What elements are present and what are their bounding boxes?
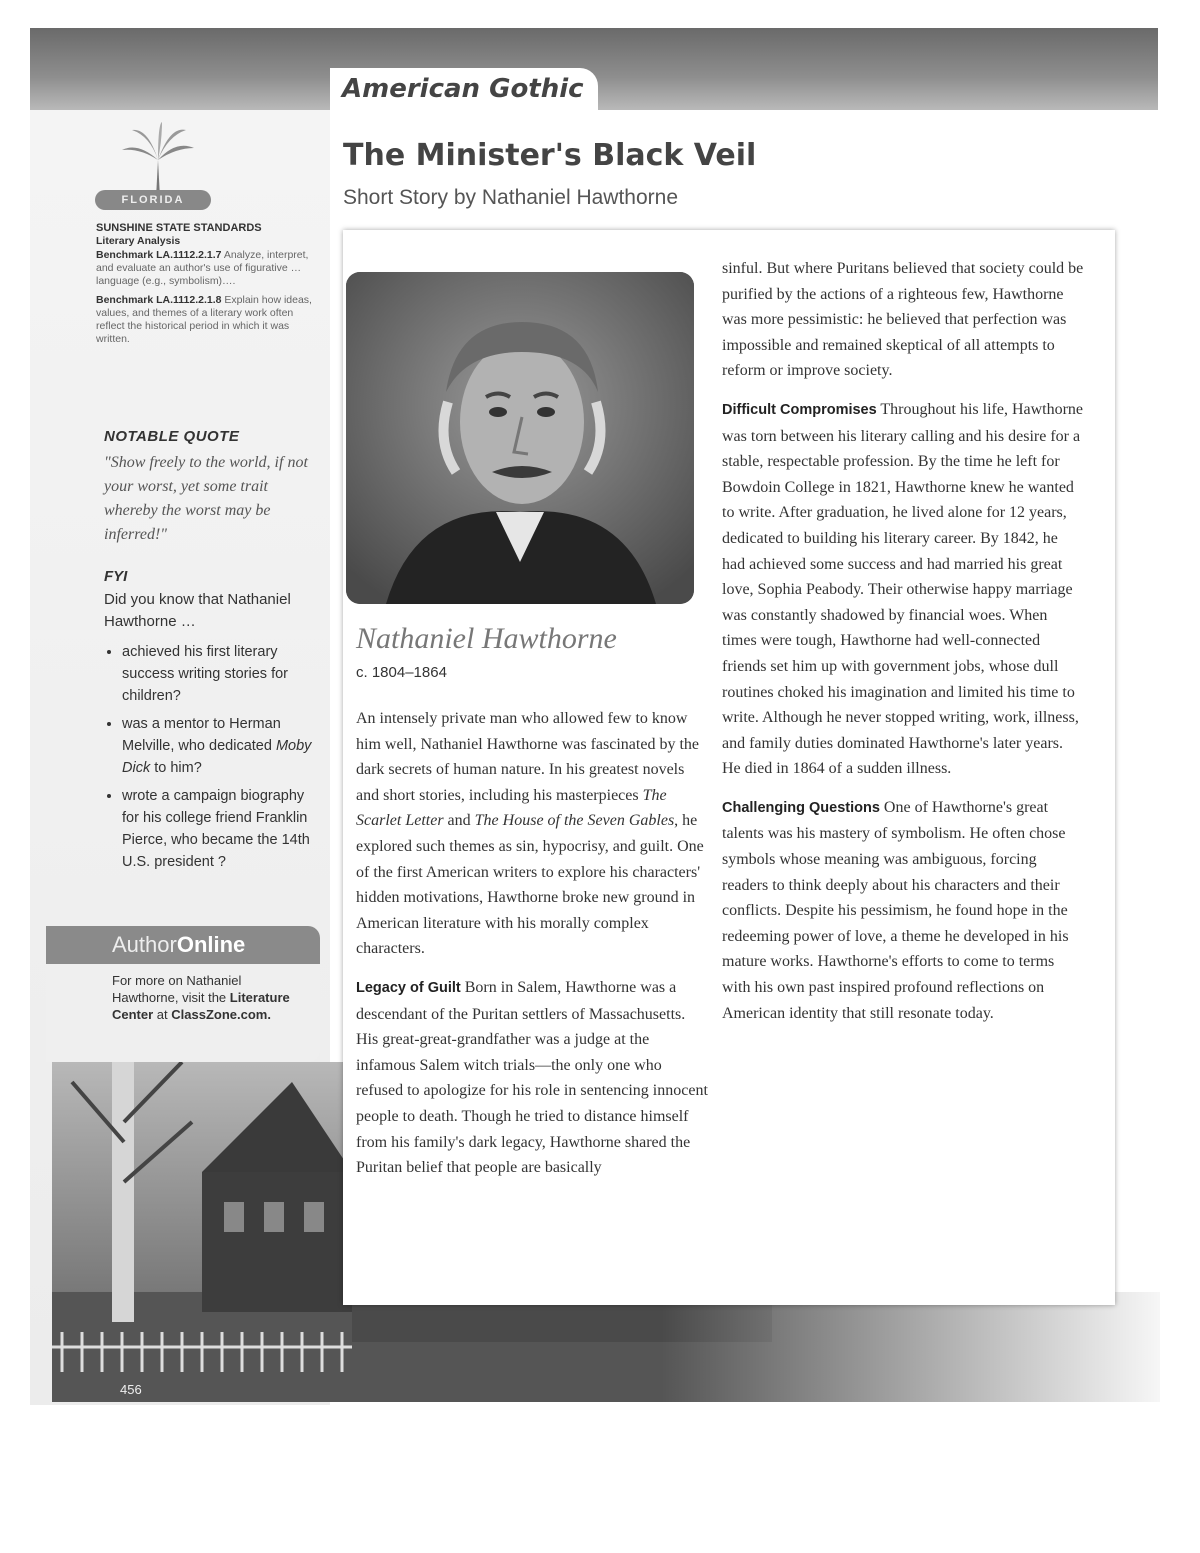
benchmark-text: Analyze, interpret, and evaluate an author's use of figurative … language (e.g., symbolism)…. <box>96 249 309 287</box>
list-item: • wrote a campaign biography for his college friend Franklin Pierce, who became the 14th U.S. president ? <box>122 785 324 873</box>
standards-block <box>96 222 320 352</box>
standards-subtitle: Literary Analysis <box>96 235 181 247</box>
notable-quote-text: "Show freely to the world, if not your worst, yet some trait whereby the worst may be inferred!" <box>104 454 308 543</box>
author-dates: c. 1804–1864 <box>356 664 447 681</box>
benchmark-text: Explain how ideas, values, and themes of a literary work often reflect the historical period in which it was written. <box>96 294 312 345</box>
classzone-link[interactable]: ClassZone.com. <box>171 1007 271 1022</box>
legacy-heading: Legacy of Guilt <box>356 979 461 996</box>
intro-paragraph: An intensely private man who allowed few to know him well, Nathaniel Hawthorne was fascinated by the dark secrets of human nature. In his greatest novels and short stories, including his masterpieces The Scarlet Letter and The House of the Seven Gables, he explored such themes as sin, hypocrisy, and guilt. One of the first American writers to explore his characters' hidden motivations, Hawthorne broke new ground in American literature with his morally complex characters. <box>356 710 704 958</box>
book-title: The Scarlet Letter <box>356 786 667 830</box>
legacy-paragraph: Legacy of Guilt Born in Salem, Hawthorne was a descendant of the Puritan settlers of Massachusetts. His great-great-grandfather was a judge at the infamous Salem witch trials—the only one who refused to apologize for his role in sentencing innocent people to death. Though he tried to distance himself from his family's dark legacy, Hawthorne shared the Puritan belief that people are basically <box>356 978 708 1177</box>
text-column-left <box>356 706 708 1194</box>
palm-tree-icon <box>118 120 198 200</box>
literature-center-link[interactable]: Literature Center <box>112 990 290 1022</box>
notable-quote <box>104 428 324 547</box>
story-subtitle: Short Story by Nathaniel Hawthorne <box>343 186 679 209</box>
benchmark-code: Benchmark LA.1112.2.1.7 <box>96 249 222 261</box>
section-title: American Gothic <box>342 74 584 104</box>
challenging-paragraph: Challenging Questions One of Hawthorne's great talents was his mastery of symbolism. He often chose symbols whose meaning was ambiguous, forcing readers to think deeply about his characters and their conflicts. Despite his pessimism, he found hope in the redeeming power of love, a theme he developed in his mature works. Hawthorne's efforts to come to terms with his own past inspired profound reflections on American identity that still resonate today. <box>722 798 1069 1022</box>
difficult-heading: Difficult Compromises <box>722 401 877 418</box>
list-item: • achieved his first literary success writing stories for children? <box>122 641 324 707</box>
book-title: Moby Dick <box>122 738 312 776</box>
section-tab <box>330 68 598 112</box>
benchmark-code: Benchmark LA.1112.2.1.8 <box>96 294 222 306</box>
author-name: Nathaniel Hawthorne <box>356 622 617 655</box>
continuation-paragraph: sinful. But where Puritans believed that society could be purified by the actions of a righteous few, Hawthorne was more pessimistic: he believed that perfection was impossible and remained skeptical of all attempts to reform or improve society. <box>722 260 1084 380</box>
fyi-list <box>104 641 324 873</box>
author-online-text: For more on Nathaniel Hawthorne, visit the Literature Center at ClassZone.com. <box>112 973 290 1022</box>
fyi-intro: Did you know that Nathaniel Hawthorne … <box>104 591 291 630</box>
story-title: The Minister's Black Veil <box>343 138 757 173</box>
notable-quote-title: NOTABLE QUOTE <box>104 428 240 445</box>
fyi-title: FYI <box>104 568 128 585</box>
author-portrait <box>346 272 694 604</box>
challenging-heading: Challenging Questions <box>722 799 880 816</box>
standards-title: SUNSHINE STATE STANDARDS <box>96 222 262 234</box>
florida-badge: FLORIDA <box>95 190 211 210</box>
fyi-block <box>104 568 324 879</box>
book-title: The House of the Seven Gables <box>474 812 675 830</box>
author-online-box[interactable] <box>46 926 320 1062</box>
page-number: 456 <box>120 1382 142 1397</box>
author-online-header: AuthorOnline <box>46 926 320 964</box>
list-item: • was a mentor to Herman Melville, who dedicated Moby Dick to him? <box>122 713 324 779</box>
text-column-right <box>722 256 1084 1039</box>
difficult-paragraph: Difficult Compromises Throughout his life, Hawthorne was torn between his literary calling and his desire for a stable, respectable profession. By the time he left for Bowdoin College in 1821, Hawthorne knew he wanted to write. After graduation, he lived alone for 12 years, dedicated to building his literary career. By 1842, he had achieved some success and had married his great love, Sophia Peabody. Their otherwise happy marriage was constantly shadowed by financial woes. When times were tough, Hawthorne had well-connected friends set him up with government jobs, whose dull routines choked his imagination and limited his time to write. Although he never stopped writing, work, illness, and family duties dominated Hawthorne's later years. He died in 1864 of a sudden illness. <box>722 400 1084 778</box>
